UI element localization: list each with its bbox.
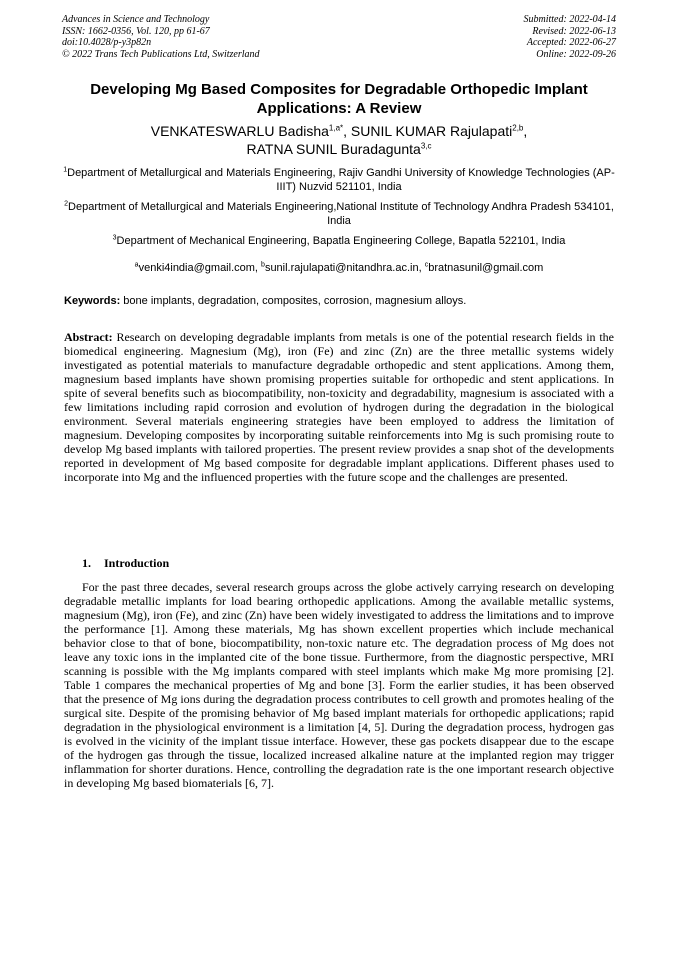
keywords-paragraph bbox=[64, 294, 616, 308]
email-mark: c bbox=[424, 261, 429, 269]
submitted-date: Submitted: 2022-04-14 bbox=[523, 14, 616, 25]
email-separator: , bbox=[254, 262, 262, 274]
online-date: Online: 2022-09-26 bbox=[536, 48, 616, 60]
email-address: bratnasunil@gmail.com bbox=[428, 262, 544, 274]
copyright-line: © 2022 Trans Tech Publications Ltd, Switzerland bbox=[62, 48, 260, 60]
author-list bbox=[60, 122, 618, 158]
email-separator: , bbox=[418, 262, 425, 274]
revised-date: Revised: 2022-06-13 bbox=[532, 25, 616, 37]
affiliation-text: Department of Metallurgical and Materials Engineering, Rajiv Gandhi University of Knowledge Technologies (AP-IIIT) Nuzvid 521101, India bbox=[67, 167, 615, 193]
doi-line: doi:10.4028/p-y3p82n bbox=[62, 37, 152, 48]
keywords-label: Keywords: bbox=[64, 295, 121, 307]
header-right bbox=[524, 14, 617, 60]
email-list bbox=[62, 261, 616, 275]
abstract-label: Abstract: bbox=[64, 330, 113, 344]
author-separator: , bbox=[523, 123, 528, 139]
affiliation bbox=[62, 166, 616, 194]
section-heading-introduction bbox=[82, 556, 169, 570]
introduction-paragraph: For the past three decades, several research groups across the globe actively carrying research on developing degradable metallic implants for load bearing orthopedic applications. Among the available metallic systems, magnesium (Mg), iron (Fe), and zinc (Zn) have been widely investigated to address the limitations and to improve the performance [1]. Among these materials, Mg has shown excellent properties which include mechanical behavior close to that of bone, biocompatibility, non-toxic nature etc. The degradation process of Mg does not leave any toxic ions in the implanted cite of the bone tissue. Furthermore, from the diagnostic perspective, MRI scanning is possible with the Mg implants compared with steel implants which make Mg more promising [2]. Table 1 compares the mechanical properties of Mg and bone [3]. Form the earlier studies, it has been observed that the presence of Mg ions during the degradation process contributes to cell growth and promotes healing of the surgical site. Despite of the promising behavior of Mg based implant materials for orthopedic applications; rapid degradation in the physiological environment is a limitation [4, 5]. During the degradation process, hydrogen gas is evolved in the vicinity of the implant tissue interface. However, these gas pockets disappear due to the escape of the hydrogen gas through the tissue, localized increased alkaline nature at the implanted region may trigger inflammation for shorter durations. Hence, controlling the degradation rate is the one important research objective in developing Mg based biomaterials [6, 7]. bbox=[64, 580, 614, 790]
affiliation-mark: 3 bbox=[112, 234, 117, 242]
accepted-date: Accepted: 2022-06-27 bbox=[526, 37, 616, 48]
header-left bbox=[62, 14, 260, 60]
email-mark: b bbox=[261, 261, 265, 269]
abstract-text: Research on developing degradable implants from metals is one of the potential research fields in the biomedical engineering. Magnesium (Mg), iron (Fe) and zinc (Zn) are the three metallic systems widely investigated as potential materials to manufacture degradable orthopedic and stent applications. Among them, magnesium based implants have shown promising properties suitable for orthopedic and stent applications. In spite of several benefits such as biocompatibility, non-toxicity and degradability, magnesium is associated with a few limitations including rapid corrosion and evolution of hydrogen during the degradation in the biological environment. Several materials engineering strategies have been employed to address the limitation of magnesium. Developing composites by incorporating suitable reinforcements into Mg is such promising route to develop Mg based implants with tailored properties. The present review provides a snap shot of the developments reported in development of Mg based composite for degradable implant applications. Different phases used to incorporate into Mg and the influenced properties with the future scope and the challenges are presented. bbox=[64, 330, 614, 484]
author-name: RATNA SUNIL Buradagunta bbox=[246, 141, 421, 157]
affiliation-text: Department of Metallurgical and Materials Engineering,National Institute of Technology Andhra Pradesh 534101, India bbox=[68, 201, 614, 227]
affiliation-mark: 1 bbox=[63, 166, 68, 174]
affiliation-mark: 2 bbox=[64, 200, 69, 208]
affiliation-list bbox=[62, 166, 616, 254]
abstract-paragraph bbox=[64, 330, 614, 484]
affiliation bbox=[62, 200, 616, 228]
email-address: sunil.rajulapati@nitandhra.ac.in bbox=[264, 262, 419, 274]
affiliation bbox=[62, 234, 616, 248]
author-affil-mark: 1,a* bbox=[328, 123, 344, 133]
journal-header bbox=[62, 14, 616, 66]
section-title: Introduction bbox=[104, 556, 170, 570]
author-separator: , bbox=[343, 123, 351, 139]
email-mark: a bbox=[134, 261, 139, 269]
affiliation-text: Department of Mechanical Engineering, Bapatla Engineering College, Bapatla 522101, India bbox=[116, 235, 566, 247]
email-address: venki4india@gmail.com bbox=[138, 262, 255, 274]
keywords-text: bone implants, degradation, composites, corrosion, magnesium alloys. bbox=[120, 295, 467, 307]
author-affil-mark: 3,c bbox=[420, 141, 432, 151]
journal-name: Advances in Science and Technology bbox=[62, 14, 210, 25]
author-affil-mark: 2,b bbox=[512, 123, 524, 133]
section-number: 1. bbox=[82, 556, 91, 570]
author-name: SUNIL KUMAR Rajulapati bbox=[350, 123, 513, 139]
author-name: VENKATESWARLU Badisha bbox=[150, 123, 329, 139]
issn-line: ISSN: 1662-0356, Vol. 120, pp 61-67 bbox=[62, 25, 210, 37]
paper-title: Developing Mg Based Composites for Degradable Orthopedic Implant Applications: A Review bbox=[90, 81, 588, 117]
